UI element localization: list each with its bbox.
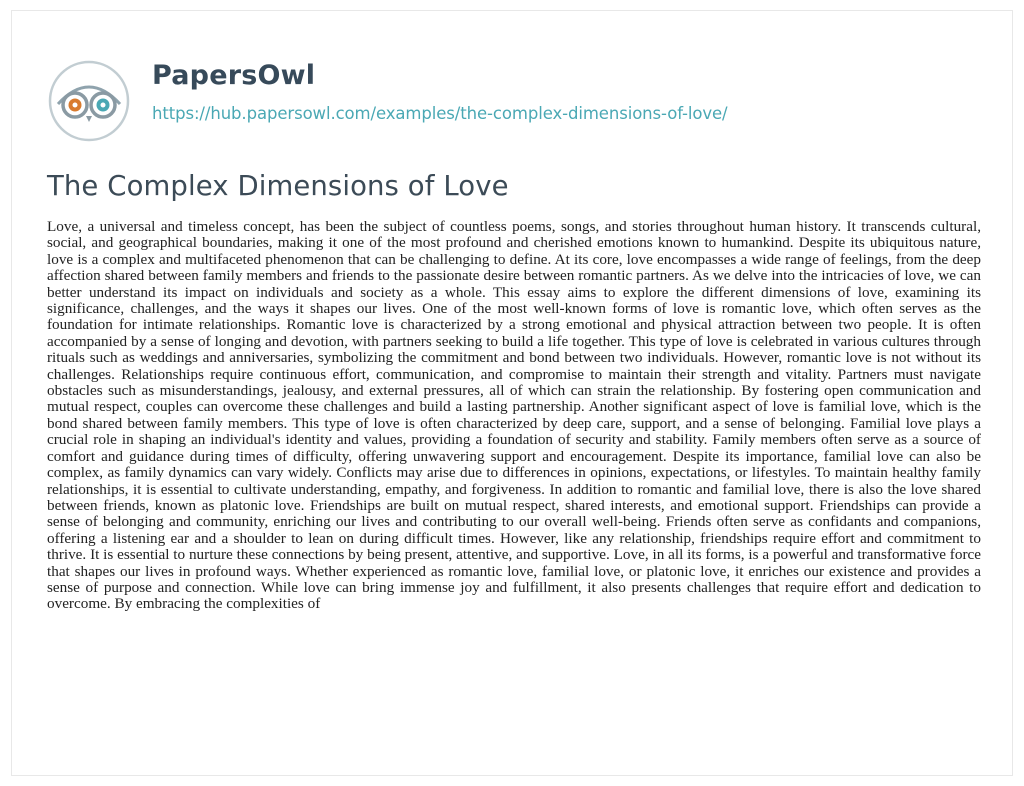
- owl-eyes-logo-icon[interactable]: [48, 60, 134, 146]
- essay-body: Love, a universal and timeless concept, has been the subject of countless poems, songs, and stories throughout human history. It transcends cultural, social, and geographical boundaries, making it one of the most profound and cherished emotions known to humankind. Despite its ubiquitous nature, love is a complex and multifaceted phenomenon that can be challenging to define. At its core, love encompasses a wide range of feelings, from the deep affection shared between family members and friends to the passionate desire between romantic partners. As we delve into the intricacies of love, we can better understand its impact on individuals and society as a whole. This essay aims to explore the different dimensions of love, examining its significance, challenges, and the ways it shapes our lives. One of the most well-known forms of love is romantic love, which often serves as the foundation for intimate relationships. Romantic love is characterized by a strong emotional and physical attraction between two people. It is often accompanied by a sense of longing and devotion, with partners seeking to build a life together. This type of love is celebrated in various cultures through rituals such as weddings and anniversaries, symbolizing the commitment and bond between two individuals. However, romantic love is not without its challenges. Relationships require continuous effort, communication, and compromise to maintain their strength and vitality. Partners must navigate obstacles such as misunderstandings, jealousy, and external pressures, all of which can strain the relationship. By fostering open communication and mutual respect, couples can overcome these challenges and build a lasting partnership. Another significant aspect of love is familial love, which is the bond shared between family members. This type of love is often characterized by deep care, support, and a sense of belonging. Familial love plays a crucial role in shaping an individual's identity and values, providing a foundation of security and stability. Family members often serve as a source of comfort and guidance during times of difficulty, offering unwavering support and encouragement. Despite its importance, familial love can also be complex, as family dynamics can vary widely. Conflicts may arise due to differences in opinions, expectations, or lifestyles. To maintain healthy family relationships, it is essential to cultivate understanding, empathy, and forgiveness. In addition to romantic and familial love, there is also the love shared between friends, known as platonic love. Friendships are built on mutual respect, shared interests, and emotional support. Friendships can provide a sense of belonging and community, enriching our lives and contributing to our overall well-being. Friends often serve as confidants and companions, offering a listening ear and a shoulder to lean on during difficult times. However, like any relationship, friendships require effort and commitment to thrive. It is essential to nurture these connections by being present, attentive, and supportive. Love, in all its forms, is a powerful and transformative force that shapes our lives in profound ways. Whether experienced as romantic love, familial love, or platonic love, it enriches our existence and provides a sense of purpose and connection. While love can bring immense joy and fulfillment, it also presents challenges that require effort and dedication to overcome. By embracing the complexities of: [47, 218, 981, 613]
- source-url-link[interactable]: https://hub.papersowl.com/examples/the-complex-dimensions-of-love/: [152, 104, 728, 123]
- site-header: [48, 56, 988, 136]
- brand-name[interactable]: PapersOwl: [152, 60, 316, 91]
- essay-title: The Complex Dimensions of Love: [47, 170, 509, 202]
